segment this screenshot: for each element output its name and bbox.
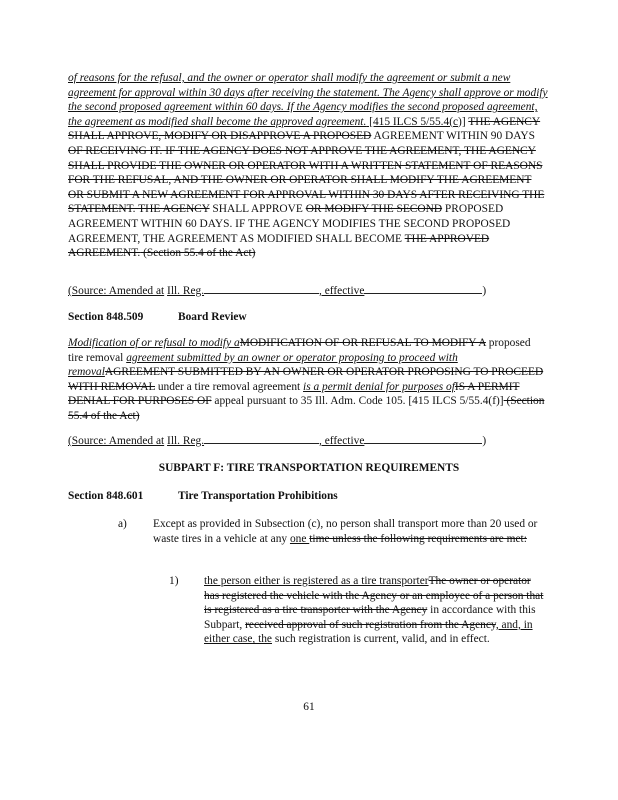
page-number: 61 [303,701,315,713]
item-1-label: 1) [169,575,179,587]
plain-text: SHALL APPROVE [209,203,306,216]
stricken-text: time unless the following requirements are met: [309,532,527,545]
section-title: Tire Transportation Prohibitions [178,490,338,502]
source-reg: Ill. Reg. [167,435,205,447]
stricken-citation: (Section 55.4 of the Act) [68,395,545,422]
source-effective: , effective [319,285,365,297]
section-title: Board Review [178,311,247,323]
stricken-text: OF RECEIVING IT. IF THE AGENCY DOES NOT APPROVE THE AGREEMENT, THE AGENCY SHALL PROVIDE THE OWNER OR OPERATOR WITH A WRITTEN STATEMENT OF REASONS FOR THE REFUSAL, AND THE OWNER OR OPERATOR SHALL MODIFY THE AGREEMENT OR SUBMIT A NEW AGREEMENT FOR APPROVAL WITHIN 30 DAYS AFTER RECEIVING THE STATEMENT. THE AGENCY [68,144,545,216]
source-note-1 [68,282,548,299]
italic-statutory-text: is a permit denial for purposes of [303,380,455,393]
italic-statutory-text: agreement submitted by an owner or operator proposing to proceed with removal [68,351,458,379]
section-heading-509 [68,310,247,325]
item-a-label: a) [118,518,127,530]
section-number: Section 848.509 [68,311,144,323]
plain-text: under a tire removal agreement [155,380,304,393]
plain-text: proposed tire removal [68,337,531,364]
section-number: Section 848.601 [68,490,144,502]
stricken-text: THE AGENCY SHALL APPROVE, MODIFY OR DISAPPROVE A PROPOSED [68,115,541,143]
subpart-heading: SUBPART F: TIRE TRANSPORTATION REQUIREMENTS [158,462,460,474]
plain-text: in accordance with this Subpart, [204,604,536,631]
inserted-text: , and, in either case, the [204,618,533,646]
plain-text: AGREEMENT WITHIN 90 DAYS [371,130,535,143]
source-prefix: (Source: Amended at [68,435,165,447]
stricken-text: AGREEMENT SUBMITTED BY AN OWNER OR OPERATOR PROPOSING TO PROCEED WITH REMOVAL [68,366,544,393]
blank-line [204,432,319,444]
stricken-text: IS A PERMIT DENIAL FOR PURPOSES OF [68,380,520,408]
paragraph-section-509 [68,336,548,424]
plain-text: appeal pursuant to 35 Ill. Adm. Code 105. [415 ILCS 5/55.4(f)] [211,395,504,408]
source-prefix: (Source: Amended at [68,285,165,297]
source-note-2 [68,432,548,449]
source-effective: , effective [319,435,365,447]
stricken-text: OR MODIFY THE SECOND [305,203,443,216]
item-a-text [153,517,548,546]
stricken-text: MODIFICATION OF OR REFUSAL TO MODIFY A [239,337,486,349]
section-heading-601 [68,489,338,504]
italic-statutory-text: Modification of or refusal to modify a [68,337,240,349]
stricken-text: The owner or operator has registered the vehicle with the Agency or an employee of a person that is registered as a tire transporter with the Agency [204,575,544,617]
source-reg: Ill. Reg. [167,285,205,297]
plain-text: such registration is current, valid, and in effect. [272,633,490,646]
blank-line [364,432,482,444]
stricken-citation: (Section 55.4 of the Act) [140,247,256,260]
stricken-text: received approval of such registration from the Agency [245,618,496,631]
inserted-text: one [289,532,310,545]
inserted-text: the person either is registered as a tire transporter [204,575,429,587]
item-1-text [204,574,548,647]
paragraph-section-508-continuation [68,71,548,261]
plain-text: Except as provided in Subsection (c), no person shall transport more than 20 used or waste tires in a vehicle at any [153,518,538,545]
plain-text: PROPOSED AGREEMENT WITHIN 60 DAYS. IF THE AGENCY MODIFIES THE SECOND PROPOSED AGREEMENT, THE AGREEMENT AS MODIFIED SHALL BECOME [68,203,511,245]
italic-statutory-text: of reasons for the refusal, and the owner or operator shall modify the agreement or submit a new agreement for approval within 30 days after receiving the statement. The Agency shall approve or modify the second proposed agreement within 60 days. If the Agency modifies the second proposed agreement, the agreement as modified shall become the approved agreement. [68,72,548,128]
source-close: ) [482,285,487,297]
blank-line [204,282,319,294]
source-close: ) [482,435,487,447]
citation-text: [415 ILCS 5/55.4(c)] [366,115,466,128]
stricken-text: THE APPROVED AGREEMENT. [68,232,490,260]
blank-line [364,282,482,294]
